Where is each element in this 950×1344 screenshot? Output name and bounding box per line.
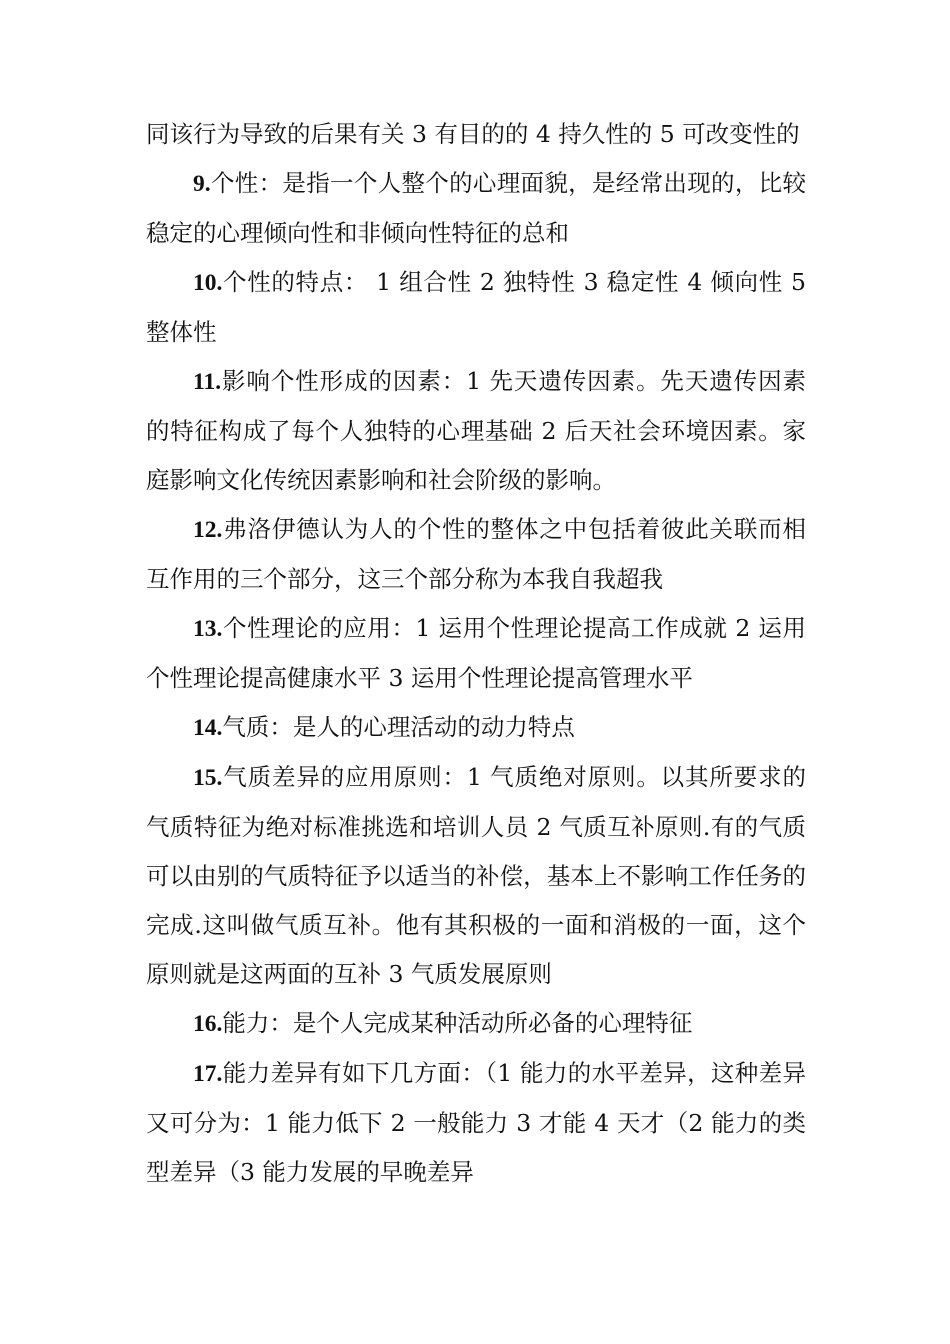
paragraph-number: 10. (193, 270, 223, 296)
paragraph-number: 17. (193, 1061, 223, 1087)
paragraph-text: 气质：是人的心理活动的动力特点 (222, 713, 575, 741)
paragraph-text: 气质差异的应用原则：1 气质绝对原则。以其所要求的气质特征为绝对标准挑选和培训人员 2 气质互补原则.有的气质可以由别的气质特征予以适当的补偿，基本上不影响工作任务的完成.这叫做气质互补。他有其积极的一面和消极的一面，这个原则就是这两面的互补 3 气质发展原则 (146, 763, 806, 988)
paragraph-text: 能力差异有如下几方面：（1 能力的水平差异，这种差异又可分为：1 能力低下 2 一般能力 3 才能 4 天才（2 能力的类型差异（3 能力发展的早晚差异 (146, 1059, 806, 1186)
paragraph-number: 9. (193, 171, 211, 197)
document-page (146, 110, 806, 1197)
paragraph-number: 11. (193, 369, 222, 395)
paragraph-17 (146, 1049, 806, 1197)
paragraph-number: 15. (193, 765, 223, 791)
paragraph-number: 14. (193, 715, 223, 741)
paragraph-text: 个性理论的应用：1 运用个性理论提高工作成就 2 运用个性理论提高健康水平 3 运用个性理论提高管理水平 (146, 614, 806, 692)
paragraph-10 (146, 258, 806, 357)
paragraph-number: 12. (193, 517, 223, 543)
paragraph-9 (146, 159, 806, 258)
paragraph-text: 影响个性形成的因素：1 先天遗传因素。先天遗传因素的特征构成了每个人独特的心理基础 2 后天社会环境因素。家庭影响文化传统因素影响和社会阶级的影响。 (146, 367, 806, 494)
paragraph-14 (146, 703, 806, 753)
paragraph-13 (146, 604, 806, 703)
paragraph-continuation (146, 110, 806, 159)
paragraph-15 (146, 753, 806, 999)
paragraph-12 (146, 505, 806, 604)
paragraph-text: 个性的特点： 1 组合性 2 独特性 3 稳定性 4 倾向性 5 整体性 (146, 268, 806, 346)
paragraph-number: 16. (193, 1011, 223, 1037)
paragraph-11 (146, 357, 806, 505)
paragraph-text: 同该行为导致的后果有关 3 有目的的 4 持久性的 5 可改变性的 (146, 120, 800, 148)
paragraph-text: 个性：是指一个人整个的心理面貌，是经常出现的，比较稳定的心理倾向性和非倾向性特征的总和 (146, 169, 806, 247)
paragraph-16 (146, 999, 806, 1049)
paragraph-text: 弗洛伊德认为人的个性的整体之中包括着彼此关联而相互作用的三个部分，这三个部分称为本我自我超我 (146, 515, 806, 593)
paragraph-number: 13. (193, 616, 223, 642)
paragraph-text: 能力：是个人完成某种活动所必备的心理特征 (222, 1009, 693, 1037)
